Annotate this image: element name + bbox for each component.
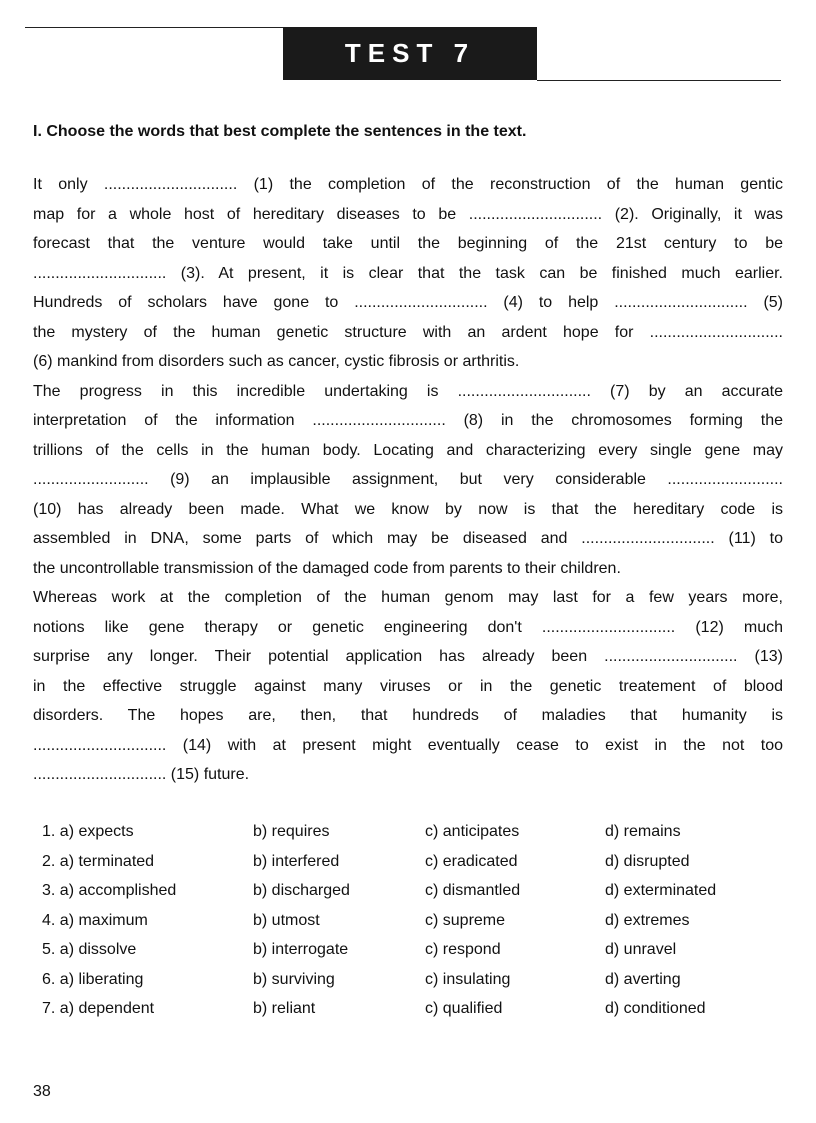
option-b: b) discharged <box>253 882 350 899</box>
option-c: c) dismantled <box>425 882 521 899</box>
passage-line: in the effective struggle against many viruses or in the genetic treatement of blood <box>33 677 783 695</box>
option-d: d) conditioned <box>605 1000 706 1017</box>
passage-line: the uncontrollable transmission of the damaged code from parents to their children. <box>33 559 621 577</box>
option-row <box>42 876 782 906</box>
cloze-passage <box>33 170 783 790</box>
option-c: c) insulating <box>425 970 511 988</box>
option-d: d) averting <box>605 970 681 988</box>
option-c: c) eradicated <box>425 852 518 870</box>
option-a: 1. a) expects <box>42 823 134 840</box>
passage-line: notions like gene therapy or genetic engineering don't .............................. (12) much <box>33 618 783 636</box>
passage-line: (6) mankind from disorders such as cancer, cystic fibrosis or arthritis. <box>33 353 520 370</box>
passage-line: .............................. (3). At present, it is clear that the task can be finished much earlier. <box>33 264 783 282</box>
option-a: 5. a) dissolve <box>42 941 137 958</box>
test-title: TEST 7 <box>283 27 537 80</box>
passage-line: Hundreds of scholars have gone to .............................. (4) to help .............................. (5) <box>33 294 783 311</box>
page-number: 38 <box>33 1083 51 1100</box>
option-b: b) surviving <box>253 970 335 988</box>
option-c: c) anticipates <box>425 823 520 840</box>
option-b: b) interfered <box>253 852 340 870</box>
header-rule-left <box>25 27 283 28</box>
option-b: b) interrogate <box>253 941 349 958</box>
option-a: 2. a) terminated <box>42 852 155 870</box>
option-a: 6. a) liberating <box>42 970 144 988</box>
option-a: 3. a) accomplished <box>42 882 177 899</box>
option-row <box>42 847 782 877</box>
passage-line: .............................. (15) future. <box>33 766 250 783</box>
passage-line: .......................... (9) an implausible assignment, but very considerable .......................... <box>33 471 783 488</box>
option-b: b) requires <box>253 823 330 840</box>
passage-line: (10) has already been made. What we know by now is that the hereditary code is <box>33 500 783 518</box>
option-row <box>42 965 782 995</box>
section-instruction: I. Choose the words that best complete the sentences in the text. <box>33 123 527 140</box>
option-row <box>42 906 782 936</box>
option-a: 7. a) dependent <box>42 1000 155 1017</box>
option-c: c) respond <box>425 941 501 958</box>
passage-line: .............................. (14) with at present might eventually cease to exist in the not too <box>33 736 783 754</box>
answer-options-table <box>42 817 782 1024</box>
passage-line: interpretation of the information .............................. (8) in the chromosomes forming the <box>33 412 783 429</box>
passage-line: trillions of the cells in the human body. Locating and characterizing every single gene may <box>33 441 783 459</box>
passage-line: assembled in DNA, some parts of which may be diseased and .............................. (11) to <box>33 530 783 547</box>
passage-line: Whereas work at the completion of the human genom may last for a few years more, <box>33 589 783 606</box>
option-d: d) unravel <box>605 941 677 958</box>
passage-line: forecast that the venture would take until the beginning of the 21st century to be <box>33 235 783 252</box>
option-row <box>42 817 782 847</box>
passage-line: The progress in this incredible undertaking is .............................. (7) by an accurate <box>33 382 783 400</box>
passage-line: map for a whole host of hereditary diseases to be .............................. (2). Originally, it was <box>33 205 783 223</box>
option-d: d) extremes <box>605 911 690 929</box>
option-a: 4. a) maximum <box>42 911 148 929</box>
option-b: b) reliant <box>253 1000 316 1017</box>
passage-line: surprise any longer. Their potential application has already been .............................. (13) <box>33 648 783 665</box>
option-b: b) utmost <box>253 911 320 929</box>
option-row <box>42 935 782 965</box>
option-c: c) qualified <box>425 1000 503 1017</box>
passage-line: It only .............................. (1) the completion of the reconstruction of the human gentic <box>33 176 783 193</box>
passage-line: disorders. The hopes are, then, that hundreds of maladies that humanity is <box>33 707 783 724</box>
option-d: d) disrupted <box>605 852 690 870</box>
passage-line: the mystery of the human genetic structure with an ardent hope for .............................. <box>33 323 783 341</box>
option-c: c) supreme <box>425 911 506 929</box>
option-d: d) exterminated <box>605 882 717 899</box>
option-row <box>42 994 782 1024</box>
header-rule-right <box>537 80 781 81</box>
option-d: d) remains <box>605 823 681 840</box>
